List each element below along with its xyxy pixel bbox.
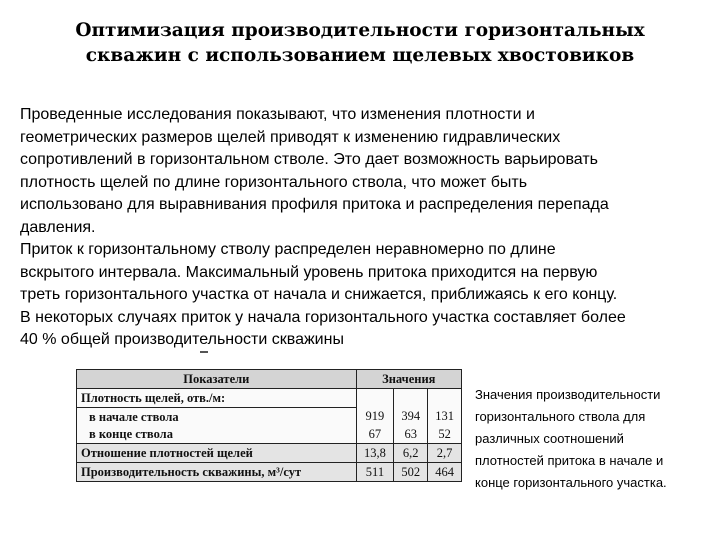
caption-line: Значения производительности <box>475 387 661 402</box>
table-row <box>77 388 462 407</box>
body-paragraphs <box>20 104 710 352</box>
table-cell: 502 <box>394 463 428 482</box>
slide-title-line-1: Оптимизация производительности горизонтальных <box>75 20 645 41</box>
body-line: вскрытого интервала. Максимальный уровень притока приходится на первую <box>20 263 598 281</box>
body-line: геометрических размеров щелей приводят к изменению гидравлических <box>20 128 561 146</box>
row-label-start: в начале ствола <box>77 407 357 425</box>
table-cell: 2,7 <box>428 444 462 463</box>
table-cell: 63 <box>394 425 428 443</box>
table-cell: 52 <box>428 425 462 443</box>
row-label-end: в конце ствола <box>77 425 357 443</box>
row-label-ratio: Отношение плотностей щелей <box>77 444 357 463</box>
table-row <box>77 444 462 463</box>
body-line: Приток к горизонтальному стволу распределен неравномерно по длине <box>20 241 556 258</box>
body-line: сопротивлений в горизонтальном стволе. Это дает возможность варьировать <box>20 151 598 168</box>
table-cell: 394 <box>394 407 428 425</box>
slide-title <box>0 18 720 68</box>
row-label-productivity: Производительность скважины, м³/сут <box>77 463 357 482</box>
table-cell: 6,2 <box>394 444 428 463</box>
header-indicators: Показатели <box>77 370 357 389</box>
caption-line: плотностей притока в начале и <box>475 453 664 468</box>
body-line: треть горизонтального участка от начала и снижается, приближаясь к его концу. <box>20 286 618 303</box>
body-line: Проведенные исследования показывают, что изменения плотности и <box>20 106 535 123</box>
body-line: давления. <box>20 218 96 236</box>
body-line: 40 % общей производительности скважины <box>20 331 344 348</box>
body-line: плотность щелей по длине горизонтального ствола, что может быть <box>20 173 528 191</box>
productivity-table-image <box>76 369 462 482</box>
row-label-density: Плотность щелей, отв./м: <box>77 388 357 407</box>
caption-line: различных соотношений <box>475 431 624 446</box>
table-row <box>77 425 462 443</box>
table-cell: 67 <box>356 425 394 443</box>
table-cell: 464 <box>428 463 462 482</box>
table-header-row <box>77 370 462 389</box>
slide-title-line-2: скважин с использованием щелевых хвостовиков <box>85 45 635 66</box>
table-cell: 13,8 <box>356 444 394 463</box>
decorative-dash <box>200 351 208 353</box>
caption-line: горизонтального ствола для <box>475 409 646 424</box>
table-caption <box>475 384 715 494</box>
table-cell: 131 <box>428 407 462 425</box>
table-row <box>77 407 462 425</box>
productivity-table <box>76 369 462 482</box>
table-cell: 511 <box>356 463 394 482</box>
body-line: В некоторых случаях приток у начала горизонтального участка составляет более <box>20 308 626 326</box>
table-cell: 919 <box>356 407 394 425</box>
header-values: Значения <box>356 370 461 389</box>
table-row <box>77 463 462 482</box>
caption-line: конце горизонтального участка. <box>475 475 667 490</box>
body-line: использовано для выравнивания профиля притока и распределения перепада <box>20 196 609 213</box>
